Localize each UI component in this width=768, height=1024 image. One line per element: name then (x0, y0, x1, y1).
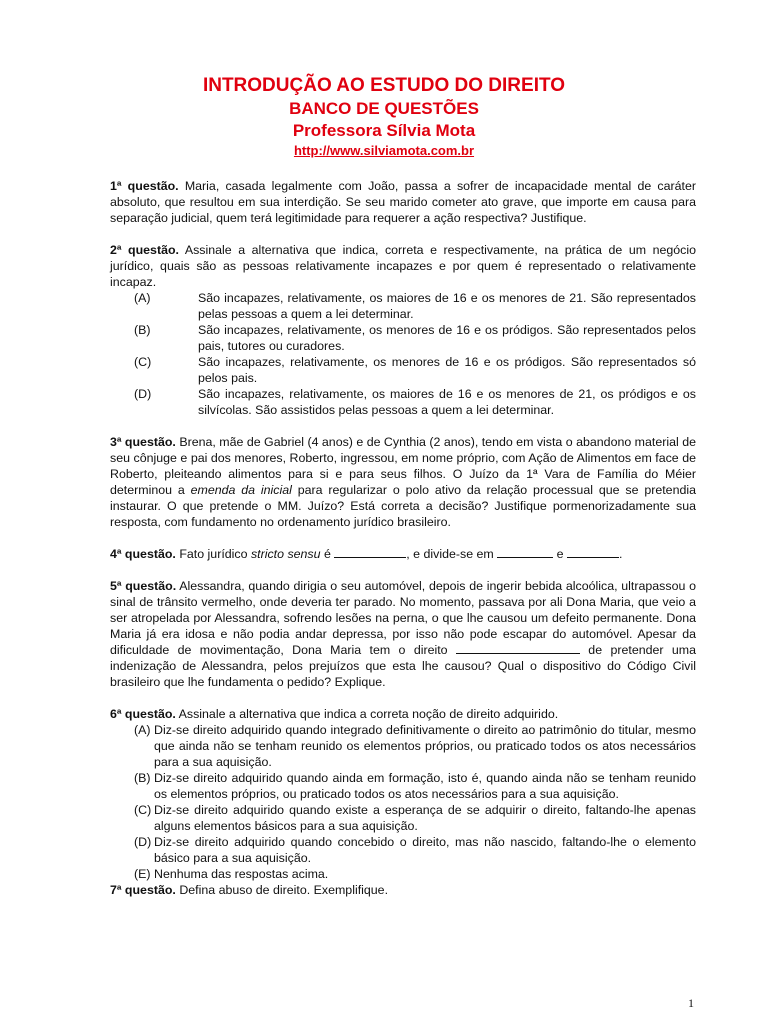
answer-blank[interactable] (456, 642, 580, 654)
question-7-text: Defina abuso de direito. Exemplifique. (175, 883, 389, 897)
question-3-text-b: para regularizar o polo ativo da relação processual que se pretendia instaurar. O que pretende o MM. Juízo? Está correta a decisão? Justifique pormenorizadamente sua resposta, com fundamento no ordenamento jurídico brasileiro. (110, 483, 696, 529)
option-text: São incapazes, relativamente, os menores de 16 e os pródigos. São representados pelos pais, tutores ou curadores. (198, 323, 696, 353)
page-number: 1 (688, 996, 694, 1010)
question-3-label: 3ª questão. (110, 435, 176, 449)
option-text: Diz-se direito adquirido quando integrado definitivamente o direito ao patrimônio do titular, mesmo que ainda não se tenham reunido os elementos próprios, ou praticado todos os atos necessários para a sua aquisição. (154, 723, 696, 769)
question-3 (110, 434, 696, 530)
question-5-text-a: Alessandra, quando dirigia o seu automóvel, depois de ingerir bebida alcoólica, ultrapassou o sinal de trânsito vermelho, onde deveria ter parado. No momento, passava por ali Dona Maria, que veio a ser atropelada por Alessandra, sofrendo lesões na perna, o que lhe causou um defeito permanente. Dona Maria já era idosa e não podia andar depressa, por isso não pode escapar do automóvel. Apesar da dificuldade de movimentação, Dona Maria tem o direito (110, 579, 696, 657)
question-1-label: 1ª questão. (110, 179, 179, 193)
question-6-text: Assinale a alternativa que indica a correta noção de direito adquirido. (175, 707, 559, 721)
question-2 (110, 242, 696, 290)
option-label: (B) (134, 323, 151, 337)
question-4-label: 4ª questão. (110, 547, 176, 561)
option-text: Diz-se direito adquirido quando concebido o direito, mas não nascido, faltando-lhe o elemento básico para a sua aquisição. (154, 835, 696, 865)
question-5 (110, 578, 696, 690)
question-3-text-a: Brena, mãe de Gabriel (4 anos) e de Cynthia (2 anos), tendo em vista o abandono material de seu cônjuge e pai dos menores, Roberto, ingressou, em nome próprio, com Ação de Alimentos em face de Roberto, pleiteando alimentos para si e para seus filhos. O Juízo da 1ª Vara de Família do Méier determinou a (110, 435, 696, 497)
option-label: (D) (134, 835, 152, 849)
question-2-option-b (134, 322, 696, 354)
question-2-label: 2ª questão. (110, 243, 179, 257)
question-4 (110, 546, 696, 562)
question-5-text-b: de pretender uma indenização de Alessandra, pelos prejuízos que esta lhe causou? Qual o dispositivo do Código Civil brasileiro que lhe fundamenta o pedido? Explique. (110, 643, 696, 689)
option-text: Diz-se direito adquirido quando ainda em formação, isto é, quando ainda não se tenham reunido os elementos próprios, ou praticado todos os atos necessários para a sua aquisição. (154, 771, 696, 801)
question-2-option-c (134, 354, 696, 386)
professor-name: Professora Sílvia Mota (292, 121, 476, 140)
question-3-emphasis: emenda da inicial (190, 483, 292, 497)
question-6 (110, 706, 696, 722)
question-4-text-a: Fato jurídico (175, 547, 251, 561)
question-6-option-c (134, 802, 696, 834)
question-7 (110, 882, 696, 898)
question-4-text-b: é (320, 547, 335, 561)
document-title: INTRODUÇÃO AO ESTUDO DO DIREITO (202, 75, 566, 96)
question-2-option-a (134, 290, 696, 322)
option-text: São incapazes, relativamente, os menores de 16 e os pródigos. São representados só pelos pais. (198, 355, 696, 385)
question-6-label: 6ª questão. (110, 707, 176, 721)
website-link[interactable]: http://www.silviamota.com.br (293, 143, 475, 158)
answer-blank[interactable] (334, 546, 406, 558)
question-4-text-d: e (553, 547, 567, 561)
option-text: São incapazes, relativamente, os maiores de 16 e os menores de 21, os pródigos e os silvícolas. São assistidos pelas pessoas a quem a lei determinar. (198, 387, 696, 417)
option-label: (E) (134, 867, 151, 881)
option-label: (B) (134, 771, 151, 785)
option-text: Diz-se direito adquirido quando existe a esperança de se adquirir o direito, faltando-lhe apenas alguns elementos básicos para a sua aquisição. (154, 803, 696, 833)
question-6-option-a (134, 722, 696, 770)
answer-blank[interactable] (567, 546, 619, 558)
question-4-text-e: . (618, 547, 623, 561)
question-2-text: Assinale a alternativa que indica, correta e respectivamente, na prática de um negócio jurídico, quais são as pessoas relativamente incapazes e por quem é representado o relativamente incapaz. (110, 243, 696, 289)
question-4-text-c: , e divide-se em (406, 547, 498, 561)
option-label: (C) (134, 803, 152, 817)
question-6-option-d (134, 834, 696, 866)
document-subtitle: BANCO DE QUESTÕES (289, 99, 479, 118)
question-7-label: 7ª questão. (110, 883, 176, 897)
question-6-option-e (134, 866, 696, 882)
question-6-option-b (134, 770, 696, 802)
questions-body (110, 178, 696, 898)
option-label: (A) (134, 723, 151, 737)
option-text: São incapazes, relativamente, os maiores de 16 e os menores de 21. São representados pelas pessoas a quem a lei determinar. (198, 291, 696, 321)
question-5-label: 5ª questão. (110, 579, 177, 593)
option-label: (D) (134, 387, 152, 401)
question-1-text: Maria, casada legalmente com João, passa a sofrer de incapacidade mental de caráter absoluto, que resultou em sua interdição. Se seu marido cometer ato grave, que importe em causa para separação judicial, quem terá legitimidade para requerer a ação respectiva? Justifique. (110, 179, 696, 225)
answer-blank[interactable] (497, 546, 553, 558)
question-1 (110, 178, 696, 226)
question-2-option-d (134, 386, 696, 418)
document-header (0, 74, 768, 160)
question-4-emphasis: stricto sensu (250, 547, 321, 561)
option-text: Nenhuma das respostas acima. (154, 867, 329, 881)
option-label: (C) (134, 355, 152, 369)
option-label: (A) (134, 291, 151, 305)
